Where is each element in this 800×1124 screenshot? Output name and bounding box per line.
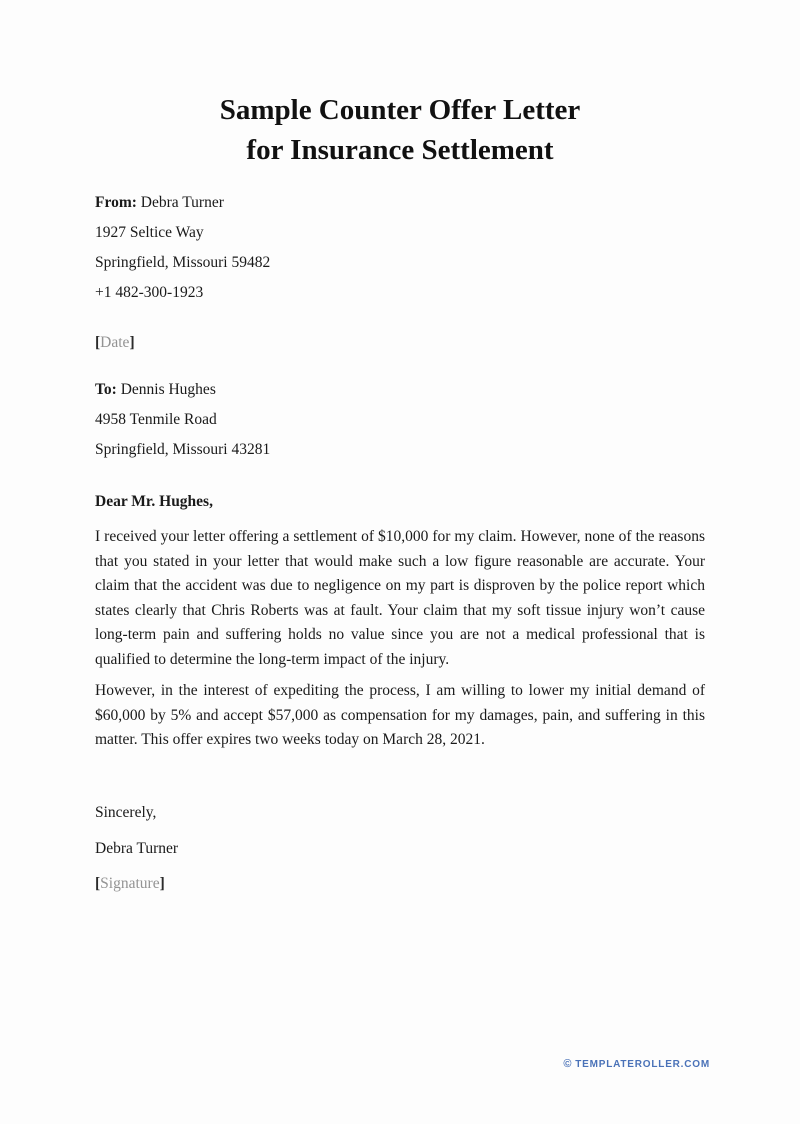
templateroller-watermark	[563, 1058, 710, 1070]
date-placeholder-text: Date	[100, 334, 130, 351]
recipient-block	[95, 375, 705, 465]
recipient-to-line	[95, 375, 705, 405]
valediction: Sincerely,	[95, 803, 157, 821]
from-label: From:	[95, 194, 137, 211]
sender-block	[95, 188, 705, 308]
date-placeholder	[95, 328, 705, 358]
copyright-icon: ©	[563, 1058, 573, 1070]
recipient-name: Dennis Hughes	[120, 381, 216, 398]
page-title-line1: Sample Counter Offer Letter	[219, 94, 581, 126]
body-paragraph-1: I received your letter offering a settlement of $10,000 for my claim. However, none of the reasons that you stated in your letter that would make such a low figure reasonable are accurate. Your claim that the accident was due to negligence on my part is disproven by the police report which states clearly that Chris Roberts was at fault. Your claim that my soft tissue injury won’t cause long-term pain and suffering holds no value since you are not a medical professional that is qualified to determine the long-term impact of the injury.	[95, 528, 705, 668]
signature-placeholder-text: Signature	[100, 874, 160, 892]
date-bracket-open: [	[95, 334, 101, 351]
closing-block	[95, 798, 705, 899]
signature-placeholder	[95, 869, 705, 899]
sender-name: Debra Turner	[140, 194, 224, 211]
sender-phone: +1 482-300-1923	[95, 284, 204, 301]
sender-from-line	[95, 188, 705, 218]
signature-bracket-open: [	[95, 874, 101, 892]
salutation: Dear Mr. Hughes,	[95, 493, 213, 510]
sender-street: 1927 Seltice Way	[95, 224, 204, 241]
watermark-text: TEMPLATEROLLER.COM	[575, 1058, 710, 1070]
letter-document	[0, 90, 800, 1124]
to-label: To:	[95, 381, 117, 398]
body-paragraph-2: However, in the interest of expediting the process, I am willing to lower my initial demand of $60,000 by 5% and accept $57,000 as compensation for my damages, pain, and suffering in this matter. This offer expires two weeks today on March 28, 2021.	[95, 682, 705, 748]
closing-name: Debra Turner	[95, 839, 179, 857]
date-bracket-close: ]	[129, 334, 135, 351]
sender-city-state-zip: Springfield, Missouri 59482	[95, 254, 271, 271]
recipient-city-state-zip: Springfield, Missouri 43281	[95, 441, 271, 458]
signature-bracket-close: ]	[159, 874, 165, 892]
page-title-line2: for Insurance Settlement	[246, 134, 554, 166]
page-title	[95, 90, 705, 170]
recipient-street: 4958 Tenmile Road	[95, 411, 217, 428]
